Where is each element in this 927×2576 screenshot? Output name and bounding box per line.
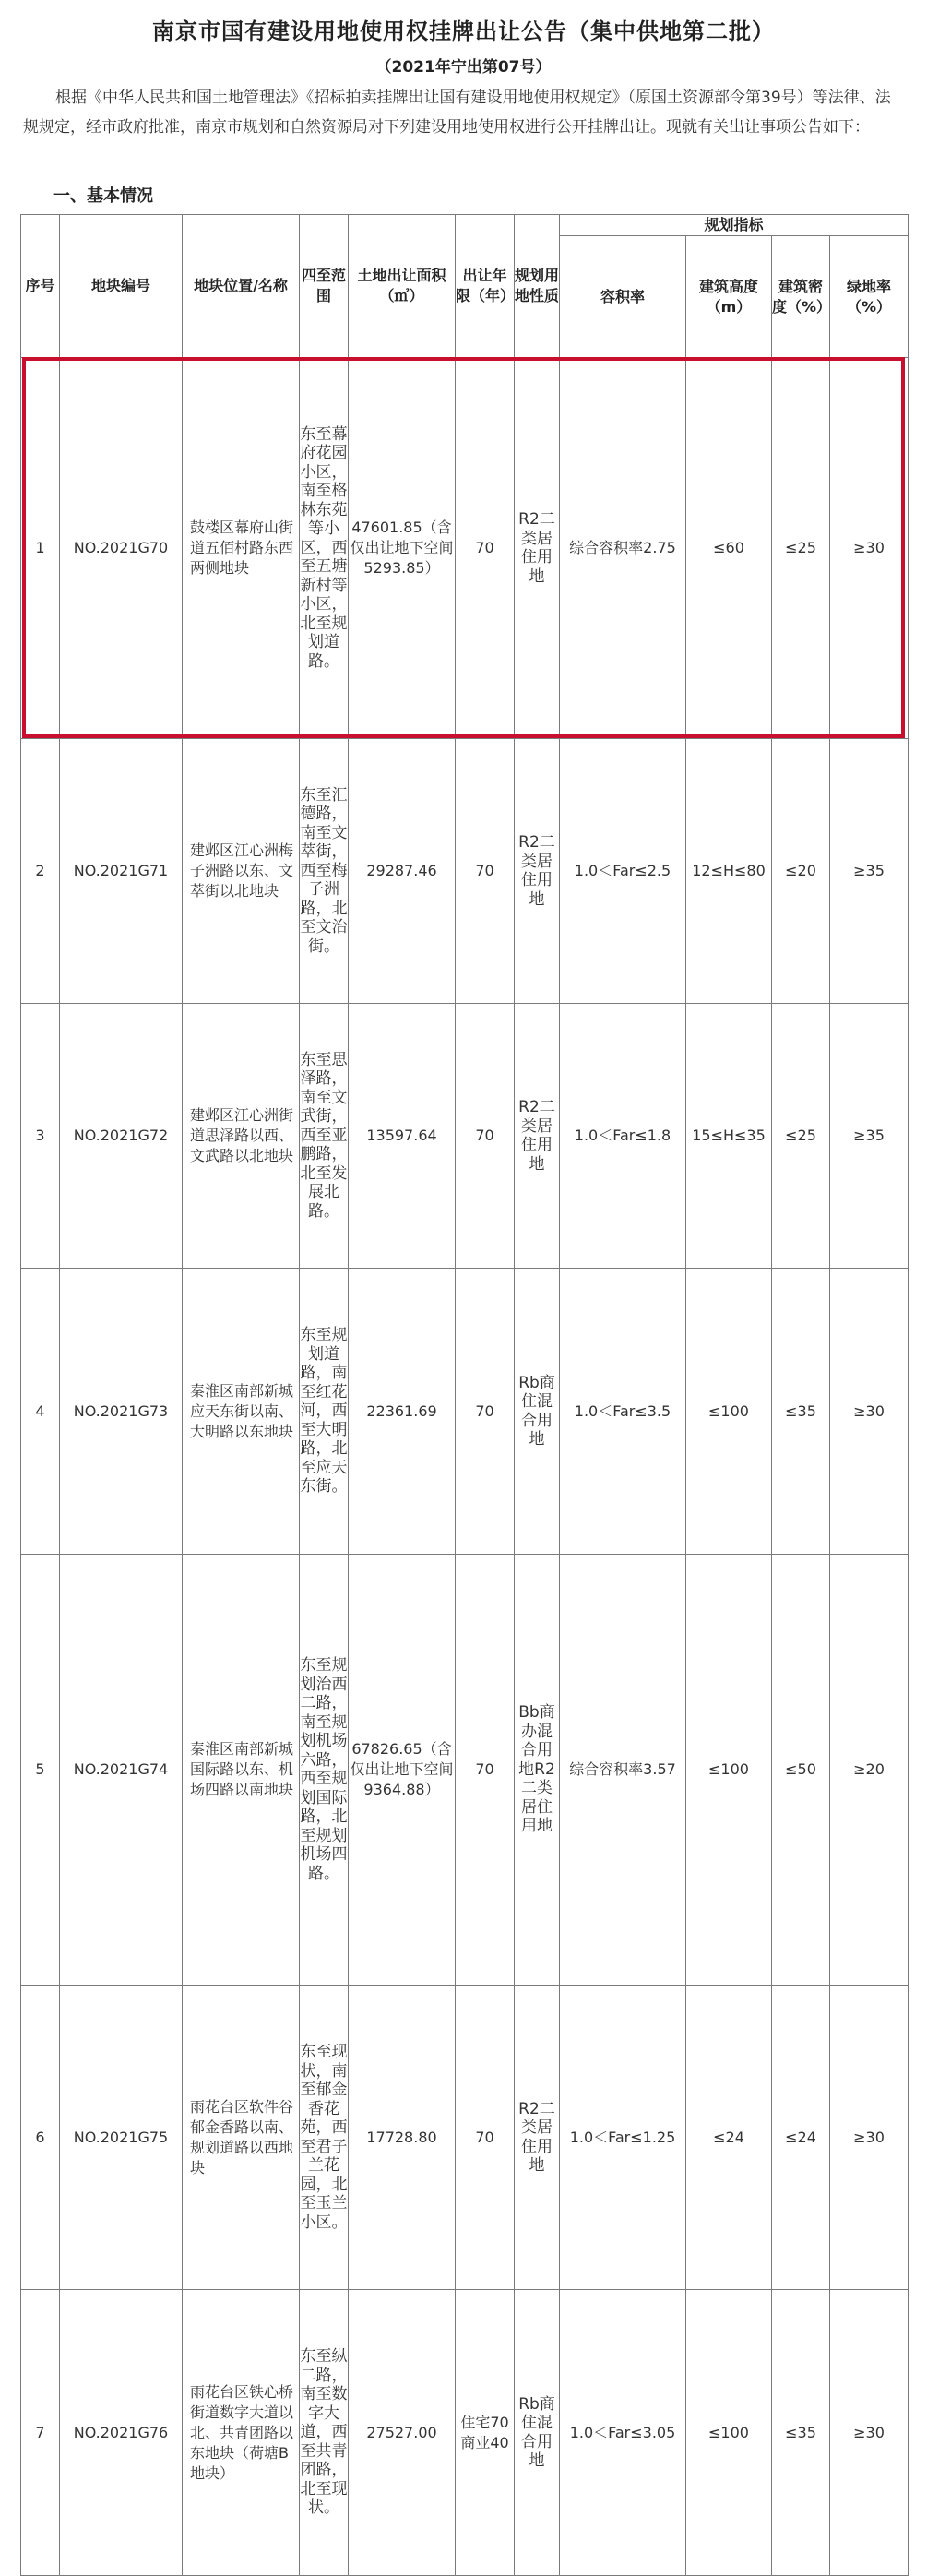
header-code: 地块编号 <box>60 215 183 358</box>
cell-bounds: 东至规划道路，南至红花河，西至大明路，北至应天东街。 <box>300 1269 349 1555</box>
cell-term: 70 <box>456 739 515 1004</box>
intro-paragraph: 根据《中华人民共和国土地管理法》《招标拍卖挂牌出让国有建设用地使用权规定》（原国土资源部令第39号）等法律、法规规定，经市政府批准，南京市规划和自然资源局对下列建设用地使用权进行公开挂牌出让。现就有关出让事项公告如下： <box>23 89 891 137</box>
cell-term: 70 <box>456 358 515 739</box>
cell-code: NO.2021G72 <box>60 1004 183 1269</box>
cell-use: Bb商办混合用地R2二类居住用地 <box>515 1555 560 1986</box>
cell-height: ≤100 <box>686 1269 772 1555</box>
cell-height: ≤100 <box>686 1555 772 1986</box>
cell-location: 雨花台区软件谷郁金香路以南、规划道路以西地块 <box>183 1986 300 2290</box>
cell-term: 70 <box>456 1269 515 1555</box>
cell-use: Rb商住混合用地 <box>515 2290 560 2576</box>
cell-use: Rb商住混合用地 <box>515 1269 560 1555</box>
cell-code: NO.2021G74 <box>60 1555 183 1986</box>
cell-far: 1.0＜Far≤1.8 <box>560 1004 686 1269</box>
cell-code: NO.2021G73 <box>60 1269 183 1555</box>
cell-bounds: 东至思泽路，南至文武街，西至亚鹏路，北至发展北路。 <box>300 1004 349 1269</box>
cell-area: 67826.65（含仅出让地下空间9364.88） <box>349 1555 456 1986</box>
cell-location: 建邺区江心洲街道思泽路以西、文武路以北地块 <box>183 1004 300 1269</box>
cell-green: ≥35 <box>830 1004 909 1269</box>
cell-bounds: 东至纵二路，南至数字大道，西至共青团路，北至现状。 <box>300 2290 349 2576</box>
cell-green: ≥30 <box>830 1986 909 2290</box>
cell-term: 70 <box>456 1004 515 1269</box>
header-far: 容积率 <box>560 236 686 358</box>
cell-location: 秦淮区南部新城国际路以东、机场四路以南地块 <box>183 1555 300 1986</box>
cell-area: 22361.69 <box>349 1269 456 1555</box>
cell-location: 秦淮区南部新城应天东街以南、大明路以东地块 <box>183 1269 300 1555</box>
table-row <box>21 1004 909 1269</box>
cell-far: 1.0＜Far≤3.5 <box>560 1269 686 1555</box>
cell-far: 综合容积率2.75 <box>560 358 686 739</box>
cell-green: ≥20 <box>830 1555 909 1986</box>
cell-far: 1.0＜Far≤2.5 <box>560 739 686 1004</box>
cell-seq: 6 <box>21 1986 60 2290</box>
cell-location: 建邺区江心洲梅子洲路以东、文萃街以北地块 <box>183 739 300 1004</box>
cell-green: ≥30 <box>830 358 909 739</box>
cell-bounds: 东至规划治西二路，南至规划机场六路，西至规划国际路，北至规划机场四路。 <box>300 1555 349 1986</box>
header-term: 出让年限（年） <box>456 215 515 358</box>
cell-density: ≤35 <box>772 1269 830 1555</box>
cell-use: R2二类居住用地 <box>515 739 560 1004</box>
cell-location: 雨花台区铁心桥街道数字大道以北、共青团路以东地块（荷塘B地块） <box>183 2290 300 2576</box>
cell-green: ≥30 <box>830 2290 909 2576</box>
cell-use: R2二类居住用地 <box>515 1004 560 1269</box>
cell-height: ≤60 <box>686 358 772 739</box>
cell-code: NO.2021G75 <box>60 1986 183 2290</box>
cell-density: ≤50 <box>772 1555 830 1986</box>
cell-area: 17728.80 <box>349 1986 456 2290</box>
cell-green: ≥35 <box>830 739 909 1004</box>
cell-area: 13597.64 <box>349 1004 456 1269</box>
cell-bounds: 东至汇德路，南至文萃街，西至梅子洲路，北至文治街。 <box>300 739 349 1004</box>
cell-height: 15≤H≤35 <box>686 1004 772 1269</box>
cell-bounds: 东至现状，南至郁金香花苑，西至君子兰花园，北至玉兰小区。 <box>300 1986 349 2290</box>
cell-height: 12≤H≤80 <box>686 739 772 1004</box>
cell-area: 29287.46 <box>349 739 456 1004</box>
land-parcel-table <box>20 214 909 2576</box>
cell-term: 住宅70 商业40 <box>456 2290 515 2576</box>
cell-term: 70 <box>456 1555 515 1986</box>
cell-seq: 4 <box>21 1269 60 1555</box>
cell-code: NO.2021G76 <box>60 2290 183 2576</box>
cell-seq: 3 <box>21 1004 60 1269</box>
table-row <box>21 1269 909 1555</box>
page-title: 南京市国有建设用地使用权挂牌出让公告（集中供地第二批） <box>152 18 775 44</box>
header-location: 地块位置/名称 <box>183 215 300 358</box>
cell-use: R2二类居住用地 <box>515 1986 560 2290</box>
header-bounds: 四至范围 <box>300 215 349 358</box>
cell-far: 综合容积率3.57 <box>560 1555 686 1986</box>
cell-density: ≤25 <box>772 358 830 739</box>
header-use: 规划用地性质 <box>515 215 560 358</box>
page-subtitle: （2021年宁出第07号） <box>375 58 552 77</box>
cell-height: ≤100 <box>686 2290 772 2576</box>
cell-green: ≥30 <box>830 1269 909 1555</box>
cell-far: 1.0＜Far≤3.05 <box>560 2290 686 2576</box>
table-row <box>21 1555 909 1986</box>
table-row <box>21 2290 909 2576</box>
header-area: 土地出让面积（㎡） <box>349 215 456 358</box>
header-height: 建筑高度（m） <box>686 236 772 358</box>
cell-seq: 7 <box>21 2290 60 2576</box>
cell-seq: 1 <box>21 358 60 739</box>
cell-use: R2二类居住用地 <box>515 358 560 739</box>
header-density: 建筑密度（%） <box>772 236 830 358</box>
cell-seq: 2 <box>21 739 60 1004</box>
table-row <box>21 358 909 739</box>
table-row <box>21 739 909 1004</box>
cell-code: NO.2021G70 <box>60 358 183 739</box>
header-indicators: 规划指标 <box>560 215 909 236</box>
cell-density: ≤25 <box>772 1004 830 1269</box>
cell-density: ≤35 <box>772 2290 830 2576</box>
cell-location: 鼓楼区幕府山街道五佰村路东西两侧地块 <box>183 358 300 739</box>
cell-bounds: 东至幕府花园小区，南至格林东苑等小区，西至五塘新村等小区，北至规划道路。 <box>300 358 349 739</box>
header-green: 绿地率（%） <box>830 236 909 358</box>
cell-area: 27527.00 <box>349 2290 456 2576</box>
cell-density: ≤24 <box>772 1986 830 2290</box>
cell-far: 1.0＜Far≤1.25 <box>560 1986 686 2290</box>
cell-term: 70 <box>456 1986 515 2290</box>
table-row <box>21 1986 909 2290</box>
cell-area: 47601.85（含仅出让地下空间5293.85） <box>349 358 456 739</box>
cell-height: ≤24 <box>686 1986 772 2290</box>
section-heading: 一、基本情况 <box>53 186 153 206</box>
header-seq: 序号 <box>21 215 60 358</box>
cell-density: ≤20 <box>772 739 830 1004</box>
cell-seq: 5 <box>21 1555 60 1986</box>
cell-code: NO.2021G71 <box>60 739 183 1004</box>
